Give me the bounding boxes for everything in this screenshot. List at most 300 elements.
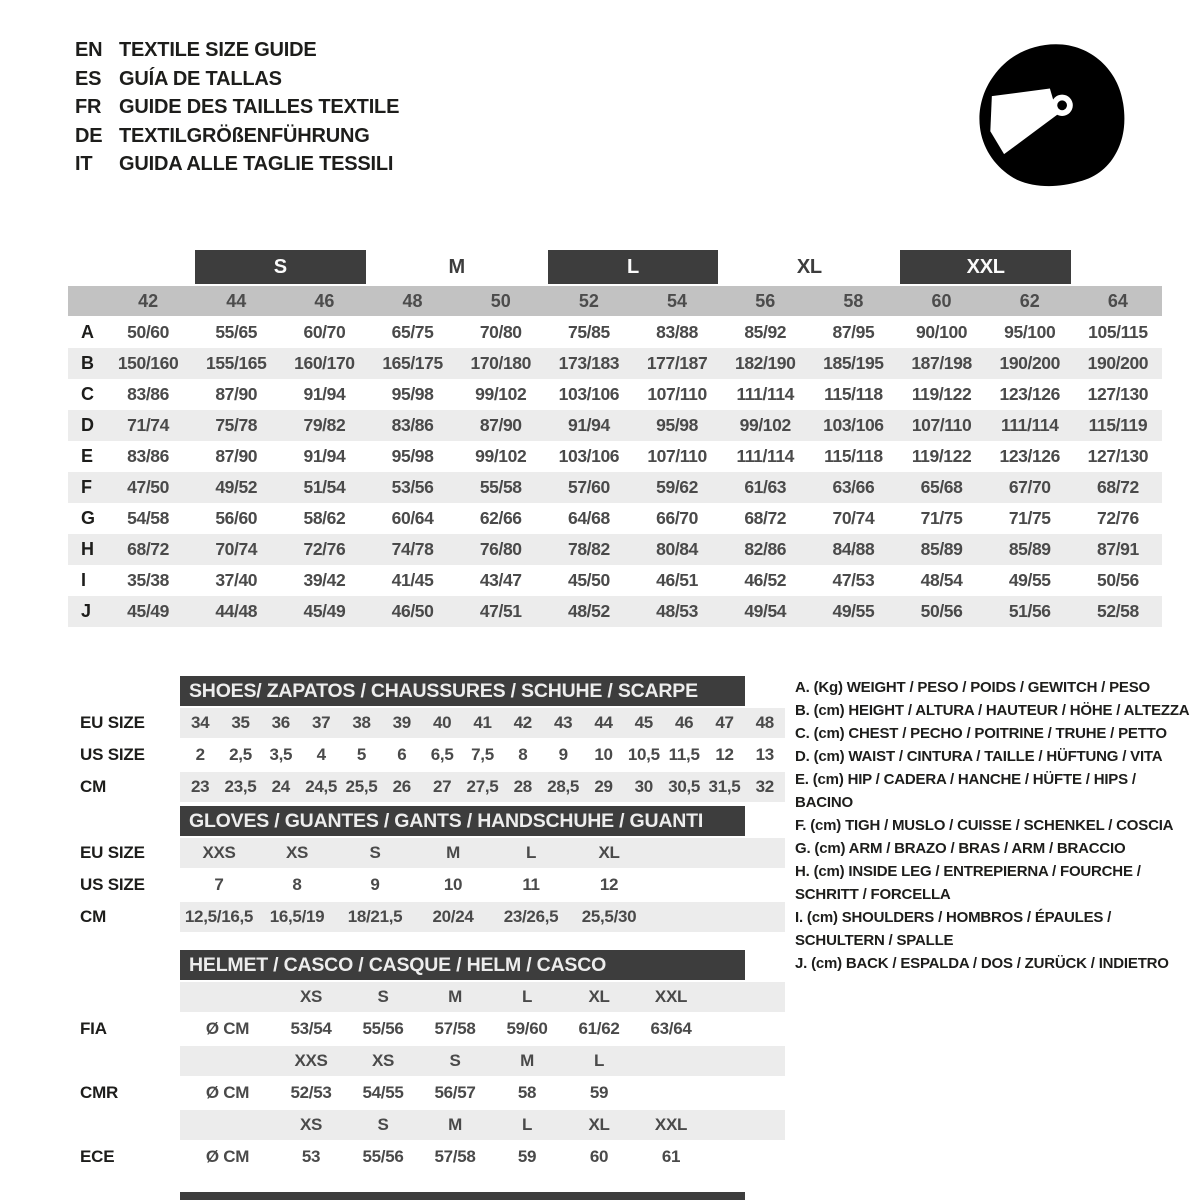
measurement-value: 85/92 [744,322,787,342]
measurement-value: 107/110 [647,384,707,404]
size-value: 56 [755,290,776,311]
helmet-size-label: XXS [294,1051,328,1070]
helmet-size-row-spacer [68,982,180,1012]
shoes-row [68,708,785,738]
measurement-value: 49/55 [832,601,875,621]
measurement-value: 185/195 [823,353,884,373]
cropped-section-bar [180,1192,745,1200]
legend-entry: G. (cm) ARM / BRAZO / BRAS / ARM / BRACCIO [795,840,1126,857]
shoes-value: 34 [191,713,210,732]
table-row-e [68,441,1162,472]
legend-entry: D. (cm) WAIST / CINTURA / TAILLE / HÜFTUNG / VITA [795,748,1163,765]
measurement-value: 72/76 [1097,508,1139,528]
helmet-size-cells [180,1110,785,1140]
shoes-value: 25,5 [345,777,378,796]
helmet-value-row-cmr [68,1078,785,1108]
shoes-value: 3,5 [269,745,293,764]
measurement-value: 173/183 [558,353,620,373]
language-row [75,122,399,151]
measurement-value: 47/51 [479,601,522,621]
measurement-value: 37/40 [215,570,258,590]
helmet-value: 56/57 [434,1083,476,1102]
helmet-size-label: M [448,1115,462,1134]
measurement-value: 39/42 [303,570,346,590]
measurement-value: 119/122 [911,446,972,466]
helmet-size-row-fia [68,982,785,1012]
language-title: TEXTILGRÖßENFÜHRUNG [119,124,370,147]
shoes-value: 36 [271,713,290,732]
measurement-value: 95/98 [391,384,434,404]
shoes-value: 10 [594,745,613,764]
shoes-value: 27,5 [466,777,499,796]
measurement-value: 85/89 [920,539,963,559]
language-title: TEXTILE SIZE GUIDE [119,39,317,61]
shoes-value: 30 [634,777,653,796]
shoes-value: 32 [755,777,774,796]
measurement-value: 50/56 [1097,570,1139,590]
legend-entry: I. (cm) SHOULDERS / HOMBROS / ÉPAULES / SCHULTERN / SPALLE [795,909,1112,949]
helmet-value [635,1078,707,1108]
shoes-cells [180,740,785,770]
size-value: 54 [667,290,688,311]
measurement-value: 63/66 [832,477,875,497]
size-group-header-row [68,250,1162,284]
shoes-cells [180,772,785,802]
helmet-size-label: L [521,1115,533,1134]
table-row-i [68,565,1162,596]
measurement-value: 51/56 [1008,601,1051,621]
gloves-value: 10 [443,875,463,894]
measurement-value: 160/170 [294,353,355,373]
measurement-value: 83/86 [127,446,169,466]
shoes-value: 9 [558,745,568,764]
shoes-value: 29 [594,777,613,796]
helmet-value-cells [180,1014,785,1044]
helmet-value: 61 [661,1147,681,1166]
size-value: 52 [578,290,599,311]
measurement-value: 103/106 [558,384,620,404]
helmet-value: 61/62 [578,1019,620,1038]
language-title: GUÍA DE TALLAS [119,67,282,90]
measurement-value: 82/86 [744,539,787,559]
helmet-value: 53 [301,1147,321,1166]
diameter-unit-label: Ø CM [205,1147,250,1166]
shoes-value: 4 [316,745,326,764]
measurement-value: 127/130 [1087,446,1149,466]
measurement-value: 115/118 [824,384,883,404]
row-label: H [81,539,94,559]
measurement-value: 47/53 [832,570,875,590]
measurement-value: 64/68 [568,508,610,528]
shoes-row-label: US SIZE [80,745,145,764]
gloves-value: 25,5/30 [581,907,637,926]
measurement-value: 165/175 [382,353,443,373]
helmet-value: 55/56 [362,1147,404,1166]
measurement-value: 67/70 [1008,477,1051,497]
language-row [75,150,399,179]
gloves-value: 12 [599,875,619,894]
measurement-value: 111/114 [736,446,795,466]
measurement-value: 123/126 [999,446,1060,466]
helmet-size-label: XXL [654,1115,688,1134]
gloves-value: 16,5/19 [269,907,325,926]
shoes-value: 7,5 [471,745,494,764]
measurement-value: 43/47 [479,570,522,590]
row-label: A [81,322,94,342]
measurement-value: 66/70 [656,508,698,528]
measurement-value: 58/62 [303,508,346,528]
measurement-value: 46/51 [656,570,698,590]
measurement-value: 91/94 [303,384,346,404]
language-title-list [75,36,399,179]
shoes-section [68,676,785,804]
legend-entry: F. (cm) TIGH / MUSLO / CUISSE / SCHENKEL / COSCIA [795,817,1174,834]
measurement-value: 87/95 [832,322,875,342]
size-value: 44 [226,290,247,311]
language-code: EN [75,39,103,61]
table-row-d [68,410,1162,441]
measurement-value: 87/91 [1097,539,1139,559]
measurement-value: 95/98 [656,415,698,435]
measurement-value: 60/64 [391,508,434,528]
shoes-row [68,772,785,802]
helmet-value: 63/64 [650,1019,692,1038]
table-row-a [68,317,1162,348]
row-label: I [81,570,87,590]
diameter-unit-label: Ø CM [205,1083,250,1102]
shoes-value: 31,5 [708,777,741,796]
legend-entry: J. (cm) BACK / ESPALDA / DOS / ZURÜCK / INDIETRO [795,955,1169,972]
gloves-value: 11 [522,875,540,894]
measurement-value: 105/115 [1088,322,1148,342]
shoes-value: 37 [312,713,331,732]
shoes-value: 27 [433,777,452,796]
helmet-value: 59 [517,1147,537,1166]
table-row-f [68,472,1162,503]
helmet-size-label: XL [588,987,610,1006]
measurement-value: 150/160 [117,353,179,373]
shoes-value: 11,5 [668,745,700,764]
gloves-value: 8 [292,875,302,894]
gloves-value: 18/21,5 [347,907,403,926]
measurement-value: 182/190 [735,353,796,373]
helmet-size-label: S [377,1115,389,1134]
shoes-value: 40 [433,713,452,732]
measurement-value: 59/62 [656,477,698,497]
measurement-value: 80/84 [656,539,698,559]
measurement-value: 115/119 [1088,415,1148,435]
helmet-size-label: L [593,1051,605,1070]
gloves-row [68,838,785,868]
shoes-value: 48 [755,713,774,732]
helmet-size-label: XS [371,1051,395,1070]
measurement-value: 53/56 [391,477,434,497]
shoes-value: 12 [715,745,734,764]
shoes-row-label: CM [80,777,107,796]
measurement-value: 62/66 [479,508,522,528]
helmet-size-row-cmr [68,1046,785,1076]
measurement-value: 99/102 [739,415,791,435]
size-value: 62 [1019,290,1040,311]
measurement-value: 48/52 [568,601,610,621]
measurement-value: 99/102 [475,446,527,466]
row-label: G [81,508,96,528]
language-code: FR [75,96,102,118]
helmet-size-label: S [449,1051,461,1070]
measurement-value: 46/52 [744,570,787,590]
measurement-value: 48/53 [656,601,698,621]
table-row-c [68,379,1162,410]
legend-entry: C. (cm) CHEST / PECHO / POITRINE / TRUHE / PETTO [795,725,1167,742]
shoes-value: 13 [755,745,774,764]
measurement-value: 50/60 [127,322,169,342]
measurement-value: 45/49 [303,601,346,621]
gloves-value: M [446,843,460,862]
row-label: B [81,353,94,373]
measurement-value: 61/63 [744,477,787,497]
size-value: 50 [490,290,511,311]
gloves-value: XXS [202,843,236,862]
measurement-value: 76/80 [479,539,522,559]
shoes-value: 35 [231,713,250,732]
shoes-value: 42 [513,713,532,732]
row-label: J [81,601,92,621]
size-value: 58 [843,290,864,311]
measurement-value: 47/50 [127,477,169,497]
shoes-row [68,740,785,770]
row-label: E [81,446,94,466]
measurement-value: 119/122 [911,384,972,404]
size-value: 64 [1107,290,1128,311]
gloves-value: 20/24 [432,907,474,926]
helmet-size-label: XXL [654,987,688,1006]
measurement-value: 78/82 [568,539,610,559]
diameter-unit-label: Ø CM [205,1019,250,1038]
helmet-size-cells [180,1046,785,1076]
legend-entry: E. (cm) HIP / CADERA / HANCHE / HÜFTE / HIPS / BACINO [795,771,1136,811]
gloves-value: 7 [214,875,224,894]
helmet-size-label: XL [588,1115,610,1134]
measurement-value: 35/38 [127,570,169,590]
shoes-value: 28,5 [547,777,580,796]
shoes-value: 23 [191,777,210,796]
measurement-value: 87/90 [479,415,522,435]
helmet-value: 52/53 [290,1083,332,1102]
shoes-value: 45 [634,713,653,732]
shoes-value: 6,5 [430,745,454,764]
measurement-value: 54/58 [127,508,169,528]
measurement-value: 74/78 [391,539,434,559]
measurement-value: 84/88 [832,539,875,559]
legend-entry: A. (Kg) WEIGHT / PESO / POIDS / GEWITCH / PESO [795,679,1150,696]
shoes-value: 46 [675,713,694,732]
measurement-value: 57/60 [568,477,610,497]
shoes-value: 28 [513,777,532,796]
measurement-value: 90/100 [916,322,968,342]
helmet-value: 53/54 [290,1019,332,1038]
gloves-value: S [369,843,381,862]
table-row-j [68,596,1162,627]
shoes-value: 24 [271,777,290,796]
helmet-value-row-fia [68,1014,785,1044]
shoes-value: 2 [195,745,205,764]
helmet-unit-spacer [180,1110,275,1140]
gloves-value: 12,5/16,5 [184,907,254,926]
shoes-value: 39 [392,713,411,732]
measurement-value: 45/49 [127,601,169,621]
shoes-value: 6 [397,745,407,764]
helmet-value: 58 [517,1083,537,1102]
measurement-value: 99/102 [475,384,527,404]
table-row-g [68,503,1162,534]
size-group-xxl: XXL [900,250,1070,284]
shoes-value: 23,5 [224,777,257,796]
gloves-row-label: US SIZE [80,875,145,894]
gloves-value: 23/26,5 [503,907,559,926]
measurement-value: 49/54 [744,601,787,621]
measurement-value: 155/165 [206,353,267,373]
gloves-section-header: GLOVES / GUANTES / GANTS / HANDSCHUHE / GUANTI [180,806,745,836]
measurement-value: 68/72 [127,539,169,559]
shoes-value: 2,5 [229,745,252,764]
shoes-section-header: SHOES/ ZAPATOS / CHAUSSURES / SCHUHE / SCARPE [180,676,745,706]
shoes-value: 5 [356,745,367,764]
helmet-size-row-spacer [68,1046,180,1076]
size-value: 46 [314,290,335,311]
size-value: 48 [402,290,423,311]
gloves-row-label: EU SIZE [80,843,145,862]
measurement-value: 91/94 [303,446,346,466]
measurement-value: 41/45 [391,570,434,590]
gloves-value: 9 [370,875,380,894]
size-group-l: L [548,250,718,284]
measurement-value: 190/200 [1087,353,1149,373]
size-value: 42 [138,290,159,311]
helmet-unit-spacer [180,982,275,1012]
measurement-value: 45/50 [568,570,610,590]
measurement-value: 56/60 [215,508,258,528]
measurement-value: 65/68 [920,477,963,497]
helmet-value: 57/58 [434,1019,476,1038]
shoes-value: 47 [715,713,734,732]
shoes-value: 41 [473,713,492,732]
legend-entry: B. (cm) HEIGHT / ALTURA / HAUTEUR / HÖHE / ALTEZZA [795,702,1190,719]
size-group-s: S [195,250,365,284]
helmet-size-label: S [377,987,389,1006]
helmet-value: 59/60 [506,1019,548,1038]
language-code: DE [75,124,103,147]
shoes-value: 26 [392,777,411,796]
gloves-row [68,870,785,900]
measurement-value: 55/58 [479,477,522,497]
row-label: C [81,384,94,404]
language-row [75,65,399,94]
measurement-value: 46/50 [391,601,434,621]
helmet-unit-spacer [180,1046,275,1076]
shoes-row-label: EU SIZE [80,713,145,732]
gloves-value: XS [285,843,309,862]
measurement-value: 48/54 [920,570,963,590]
helmet-value-cells [180,1078,785,1108]
measurement-value: 95/98 [391,446,434,466]
row-label: F [81,477,92,497]
measurement-value: 187/198 [911,353,972,373]
measurement-value: 68/72 [744,508,787,528]
measurement-value: 51/54 [303,477,346,497]
helmet-value: 54/55 [362,1083,404,1102]
shoes-value: 30,5 [668,777,701,796]
measurement-value: 91/94 [568,415,610,435]
measurement-value: 68/72 [1097,477,1139,497]
measurement-value: 103/106 [823,415,884,435]
measurement-value: 49/52 [215,477,258,497]
helmet-size-row-spacer [68,1110,180,1140]
measurement-value: 71/75 [920,508,963,528]
language-row [75,93,399,122]
measurement-value: 55/65 [215,322,258,342]
helmet-section-header: HELMET / CASCO / CASQUE / HELM / CASCO [180,950,745,980]
shoes-value: 24,5 [305,777,338,796]
table-row-b [68,348,1162,379]
measurement-value: 70/74 [832,508,875,528]
helmet-value: 59 [589,1083,609,1102]
helmet-size-row-ece [68,1110,785,1140]
measurement-value: 75/85 [568,322,610,342]
gloves-cells [180,902,785,932]
measurement-value: 70/80 [479,322,522,342]
gloves-cells [180,838,785,868]
helmet-value: 55/56 [362,1019,404,1038]
measurement-value: 70/74 [215,539,258,559]
size-value: 60 [931,290,952,311]
measurement-value: 127/130 [1087,384,1149,404]
helmet-size-label: L [521,987,533,1006]
shoes-value: 38 [352,713,371,732]
language-title: GUIDE DES TAILLES TEXTILE [119,96,400,118]
row-label: D [81,415,94,435]
racing-helmet-icon [972,28,1140,204]
measurement-value: 111/114 [736,384,795,404]
measurement-value: 83/86 [127,384,169,404]
measurement-value: 52/58 [1097,601,1139,621]
shoes-value: 10,5 [627,745,660,764]
language-title: GUIDA ALLE TAGLIE TESSILI [119,153,394,175]
language-row [75,36,399,65]
measurement-value: 87/90 [215,446,258,466]
measurement-value: 123/126 [999,384,1060,404]
measurement-value: 71/75 [1008,508,1051,528]
measurement-value: 190/200 [999,353,1060,373]
helmet-size-label [635,1046,707,1076]
textile-size-table [68,250,1162,627]
measurement-value: 50/56 [920,601,963,621]
gloves-section [68,806,785,934]
measurement-value: 49/55 [1008,570,1051,590]
certification-label: CMR [80,1083,119,1102]
measurement-value: 170/180 [470,353,531,373]
helmet-value: 57/58 [434,1147,476,1166]
helmet-value-row-ece [68,1142,785,1172]
gloves-value: XL [598,843,620,862]
table-row-h [68,534,1162,565]
measurement-value: 107/110 [911,415,972,435]
certification-label: ECE [80,1147,115,1166]
helmet-size-label: XS [299,1115,323,1134]
helmet-size-label: M [520,1051,534,1070]
size-group-xl: XL [796,255,822,278]
helmet-size-cells [180,982,785,1012]
measurement-value: 177/187 [646,353,708,373]
